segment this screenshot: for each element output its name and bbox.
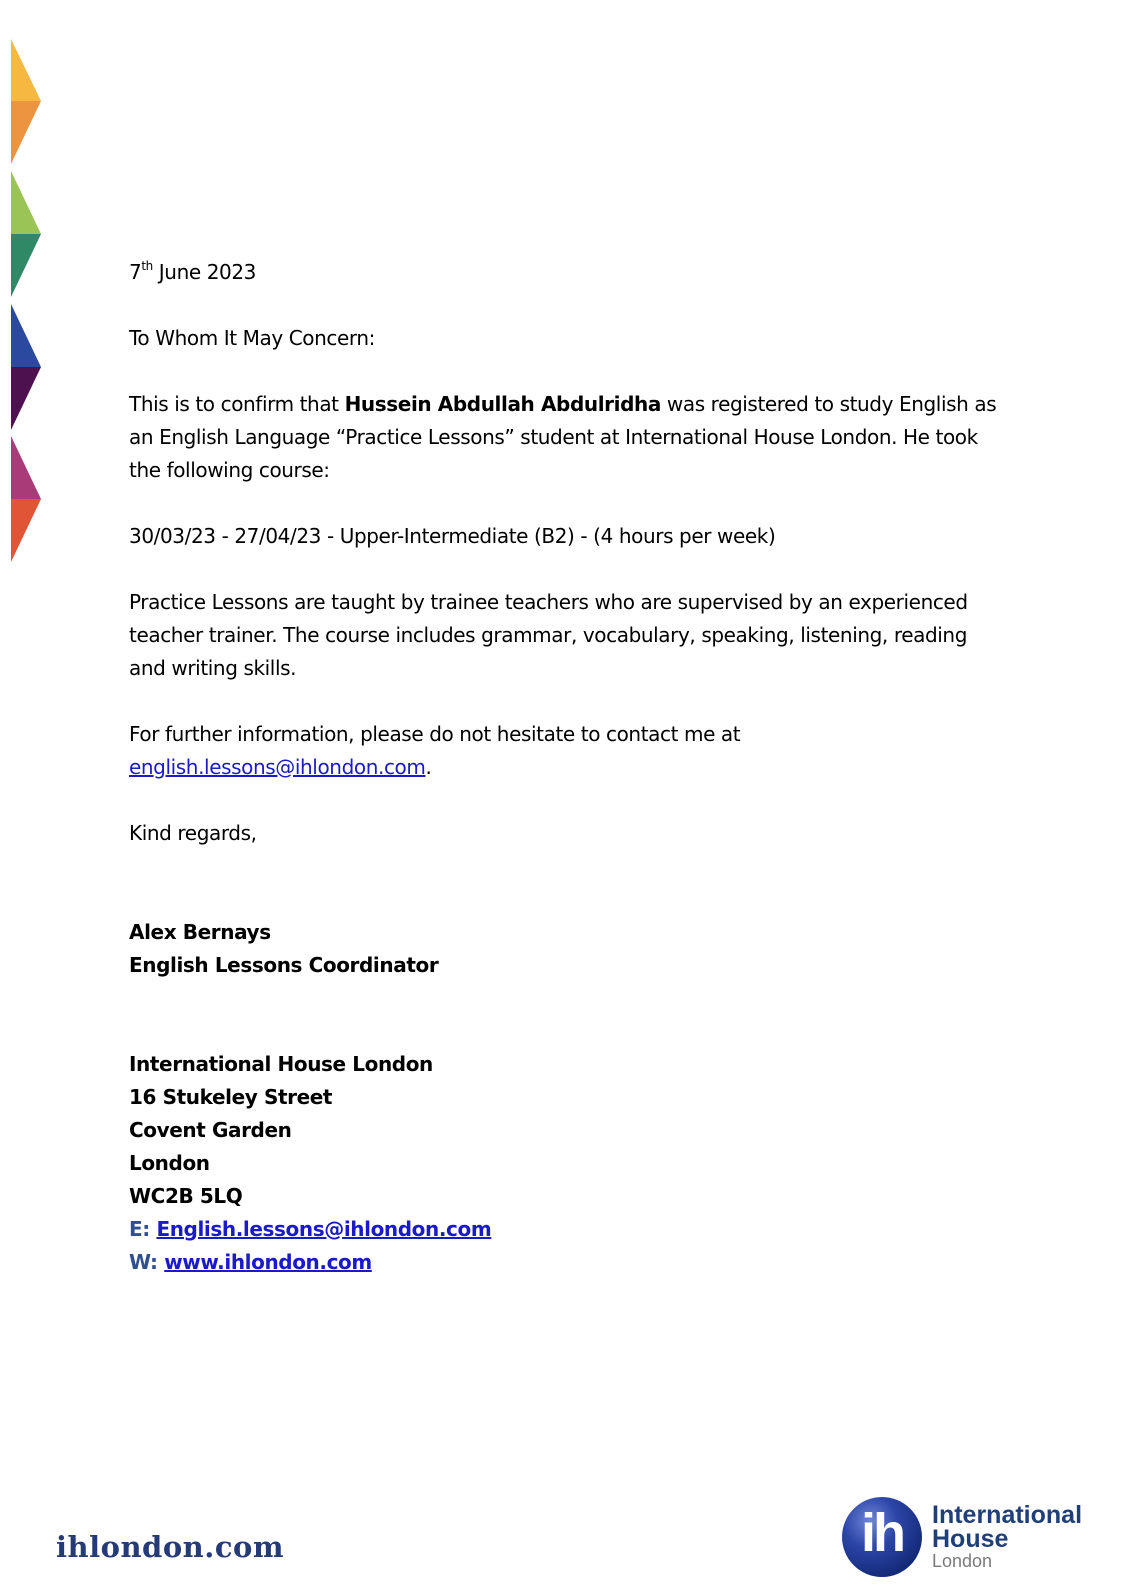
contact-intro: For further information, please do not hesitate to contact me at (129, 722, 741, 746)
confirmation-paragraph (129, 388, 1009, 487)
international-house-logo (842, 1497, 1092, 1585)
address-web-line (129, 1246, 1009, 1279)
web-label: W: (129, 1250, 165, 1274)
letter-date (129, 256, 1009, 289)
email-label: E: (129, 1217, 157, 1241)
address-postcode: WC2B 5LQ (129, 1184, 243, 1208)
stripe-triangle-1-top (11, 39, 41, 101)
contact-period: . (425, 755, 432, 779)
stripe-triangle-2-top (11, 171, 41, 234)
signatory-title: English Lessons Coordinator (129, 953, 439, 977)
logo-line-international: International (932, 1501, 1083, 1529)
stripe-triangle-1-bottom (11, 101, 41, 164)
decorative-triangle-stripe (0, 0, 44, 570)
stripe-triangle-2-bottom (11, 234, 41, 297)
salutation: To Whom It May Concern: (129, 326, 376, 350)
date-day: 7 (129, 260, 142, 284)
address-org: International House London (129, 1052, 433, 1076)
signatory-name: Alex Bernays (129, 920, 271, 944)
confirm-intro: This is to confirm that (129, 392, 345, 416)
stripe-triangle-3-bottom (11, 367, 41, 430)
address-area: Covent Garden (129, 1118, 292, 1142)
logo-line-house: House (932, 1525, 1009, 1553)
letter-body (129, 256, 1009, 1279)
date-suffix: th (141, 259, 153, 273)
confirm-details: was registered to study English as an English Language “Practice Lessons” student at International House London. He took the following course: (129, 392, 997, 482)
date-month-year: June 2023 (152, 260, 257, 284)
practice-lessons-paragraph: Practice Lessons are taught by trainee teachers who are supervised by an experienced teacher trainer. The course includes grammar, vocabulary, speaking, listening, reading and writing skills. (129, 590, 968, 680)
footer-website: ihlondon.com (56, 1530, 285, 1564)
stripe-triangle-4-top (11, 436, 41, 499)
logo-mark: ih (861, 1503, 903, 1563)
logo-wordmark (932, 1503, 1082, 1571)
stripe-triangle-4-bottom (11, 499, 41, 562)
address-email-link[interactable]: English.lessons@ihlondon.com (156, 1217, 492, 1241)
address-street: 16 Stukeley Street (129, 1085, 333, 1109)
address-web-link[interactable]: www.ihlondon.com (164, 1250, 372, 1274)
contact-paragraph (129, 718, 1009, 784)
logo-line-london: London (932, 1551, 993, 1571)
stripe-triangle-3-top (11, 304, 41, 367)
student-name: Hussein Abdullah Abdulridha (344, 392, 661, 416)
closing: Kind regards, (129, 821, 257, 845)
contact-email-link[interactable]: english.lessons@ihlondon.com (129, 755, 426, 779)
address-email-line (129, 1213, 1009, 1246)
course-line: 30/03/23 - 27/04/23 - Upper-Intermediate (B2) - (4 hours per week) (129, 524, 776, 548)
address-city: London (129, 1151, 210, 1175)
